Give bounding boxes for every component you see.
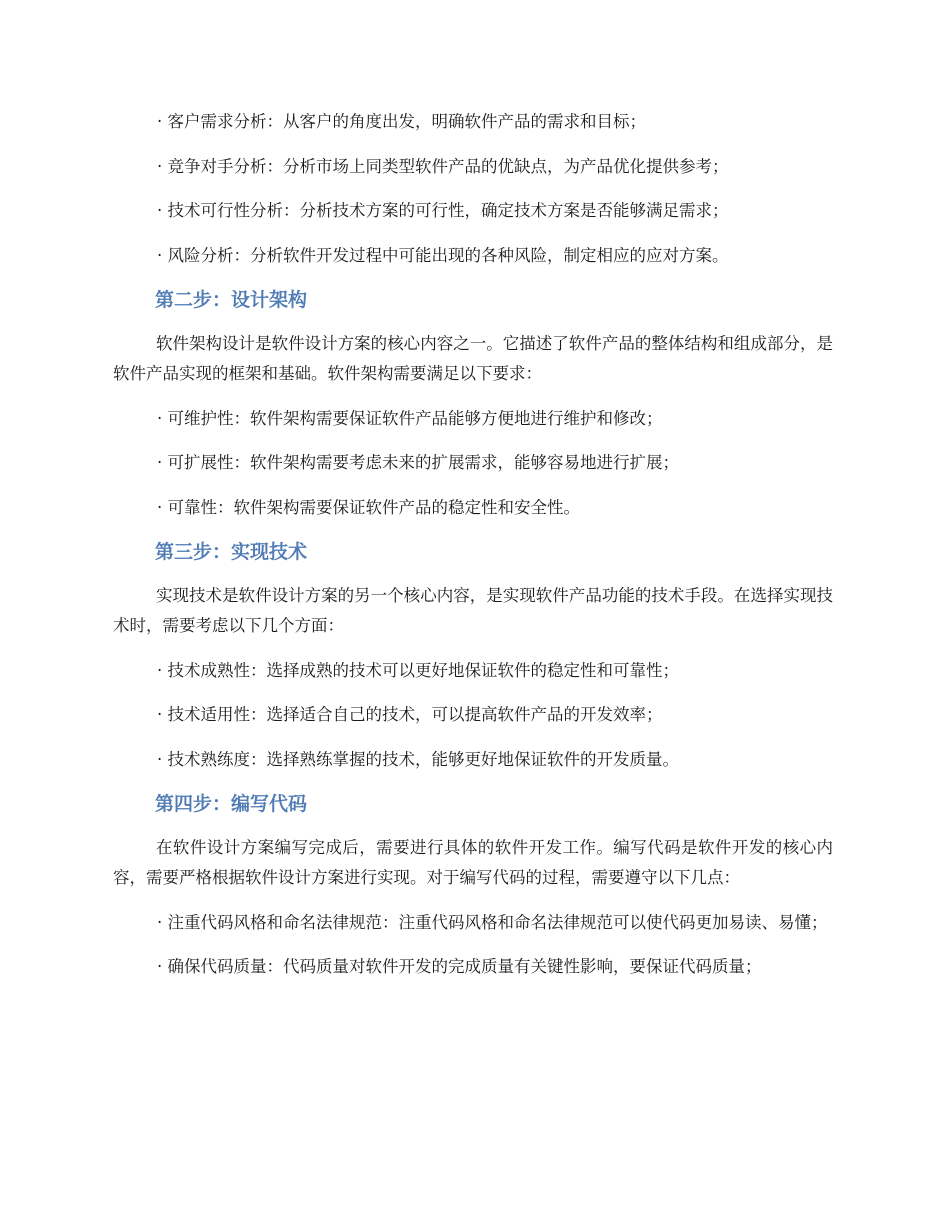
bullet-item: · 风险分析：分析软件开发过程中可能出现的各种风险，制定相应的应对方案。 bbox=[157, 245, 729, 265]
section-paragraph: 在软件设计方案编写完成后，需要进行具体的软件开发工作。编写代码是软件开发的核心内容，需要严格根据软件设计方案进行实现。对于编写代码的过程，需要遵守以下几点： bbox=[113, 838, 833, 887]
section-coding bbox=[113, 789, 833, 982]
bullet-item: · 技术可行性分析：分析技术方案的可行性，确定技术方案是否能够满足需求； bbox=[157, 201, 729, 220]
section-paragraph: 实现技术是软件设计方案的另一个核心内容，是实现软件产品功能的技术手段。在选择实现技术时，需要考虑以下几个方面： bbox=[113, 586, 833, 635]
bullet-item: · 技术成熟性：选择成熟的技术可以更好地保证软件的稳定性和可靠性； bbox=[157, 660, 679, 680]
bullet-item: · 确保代码质量：代码质量对软件开发的完成质量有关键性影响，要保证代码质量； bbox=[157, 957, 762, 976]
bullet-item: · 注重代码风格和命名法律规范：注重代码风格和命名法律规范可以使代码更加易读、易懂； bbox=[157, 912, 828, 932]
section-heading: 第四步：编写代码 bbox=[155, 793, 308, 815]
bullet-item: · 竞争对手分析：分析市场上同类型软件产品的优缺点，为产品优化提供参考； bbox=[157, 156, 729, 176]
bullet-item: · 可靠性：软件架构需要保证软件产品的稳定性和安全性。 bbox=[157, 497, 580, 517]
section-paragraph: 软件架构设计是软件设计方案的核心内容之一。它描述了软件产品的整体结构和组成部分，是软件产品实现的框架和基础。软件架构需要满足以下要求： bbox=[113, 334, 833, 383]
bullet-item: · 技术适用性：选择适合自己的技术，可以提高软件产品的开发效率； bbox=[157, 705, 663, 724]
section-architecture bbox=[113, 285, 833, 523]
section-requirements bbox=[113, 107, 833, 271]
section-heading: 第二步：设计架构 bbox=[155, 289, 308, 311]
document-page bbox=[113, 107, 833, 997]
bullet-item: · 客户需求分析：从客户的角度出发，明确软件产品的需求和目标； bbox=[157, 112, 646, 131]
section-technology bbox=[113, 537, 833, 775]
section-heading: 第三步：实现技术 bbox=[155, 541, 308, 563]
bullet-item: · 技术熟练度：选择熟练掌握的技术，能够更好地保证软件的开发质量。 bbox=[157, 749, 679, 769]
bullet-item: · 可扩展性：软件架构需要考虑未来的扩展需求，能够容易地进行扩展； bbox=[157, 453, 679, 472]
bullet-item: · 可维护性：软件架构需要保证软件产品能够方便地进行维护和修改； bbox=[157, 408, 663, 428]
